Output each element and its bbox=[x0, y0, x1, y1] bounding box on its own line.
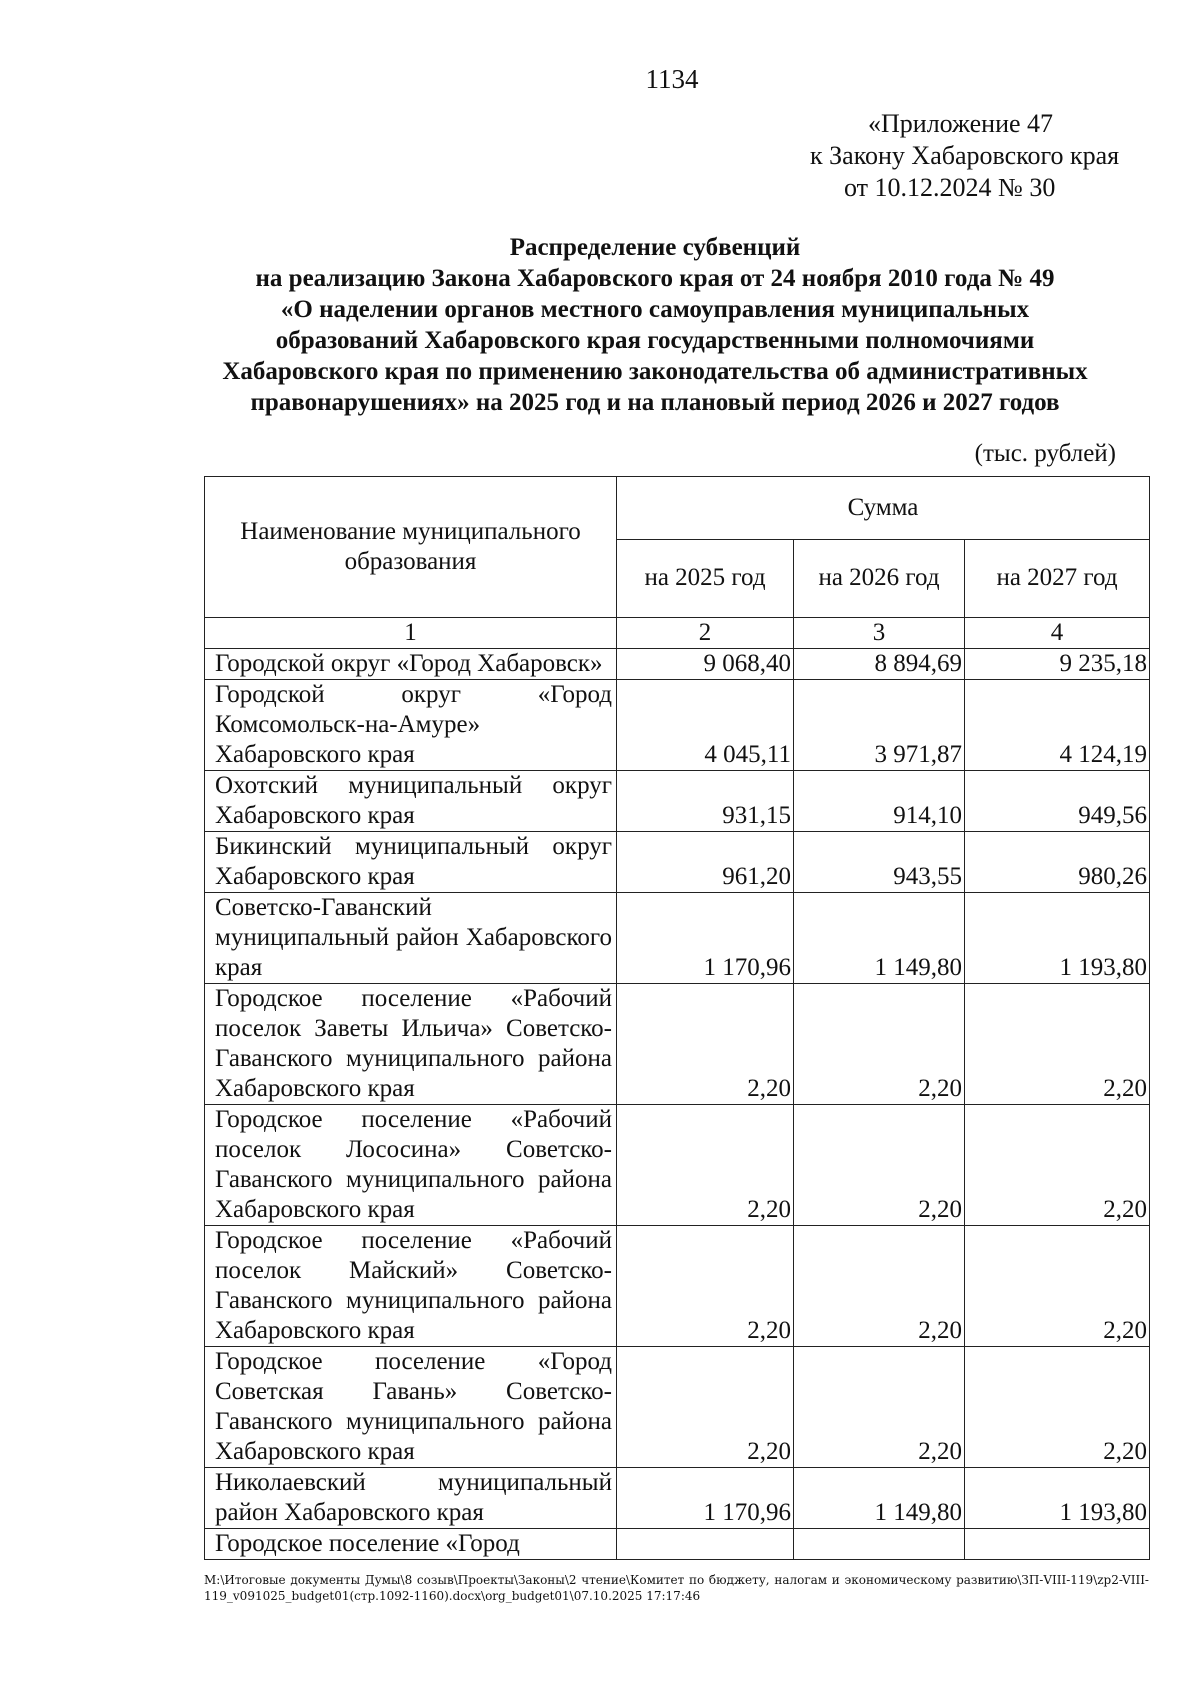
amount-2025: 931,15 bbox=[617, 771, 794, 832]
table-row bbox=[205, 1347, 1150, 1468]
municipality-name: Охотский муниципальный округ Хабаровского края bbox=[205, 771, 617, 832]
amount-2026: 1 149,80 bbox=[794, 1468, 965, 1529]
title-line: на реализацию Закона Хабаровского края от 24 ноября 2010 года № 49 bbox=[255, 265, 1055, 292]
municipality-name: Городское поселение «Рабочий поселок Лососина» Советско-Гаванского муниципального района Хабаровского края bbox=[205, 1105, 617, 1226]
document-title bbox=[180, 232, 1130, 418]
amount-2026 bbox=[794, 1529, 965, 1560]
amount-2025: 9 068,40 bbox=[617, 649, 794, 680]
table-row bbox=[205, 832, 1150, 893]
amount-2027: 2,20 bbox=[965, 1226, 1150, 1347]
amount-2027: 2,20 bbox=[965, 984, 1150, 1105]
amount-2026: 2,20 bbox=[794, 1105, 965, 1226]
title-line: «О наделении органов местного самоуправления муниципальных bbox=[280, 296, 1030, 323]
table-row bbox=[205, 649, 1150, 680]
amount-2025: 961,20 bbox=[617, 832, 794, 893]
appendix-header bbox=[780, 108, 1119, 204]
column-number: 1 bbox=[205, 618, 617, 649]
municipality-name: Городское поселение «Рабочий поселок Заветы Ильича» Советско-Гаванского муниципального района Хабаровского края bbox=[205, 984, 617, 1105]
amount-2026: 2,20 bbox=[794, 1226, 965, 1347]
units-label: (тыс. рублей) bbox=[974, 440, 1116, 467]
municipality-name: Бикинский муниципальный округ Хабаровского края bbox=[205, 832, 617, 893]
amount-2026: 8 894,69 bbox=[794, 649, 965, 680]
amount-2025: 4 045,11 bbox=[617, 680, 794, 771]
table-row bbox=[205, 893, 1150, 984]
amount-2026: 943,55 bbox=[794, 832, 965, 893]
amount-2025: 2,20 bbox=[617, 1347, 794, 1468]
municipality-name: Городское поселение «Город Советская Гавань» Советско-Гаванского муниципального района Хабаровского края bbox=[205, 1347, 617, 1468]
amount-2025: 1 170,96 bbox=[617, 1468, 794, 1529]
page-number: 1134 bbox=[645, 64, 699, 94]
amount-2026: 2,20 bbox=[794, 984, 965, 1105]
table-row bbox=[205, 1105, 1150, 1226]
municipality-name: Советско-Гаванский муниципальный район Хабаровского края bbox=[205, 893, 617, 984]
amount-2027 bbox=[965, 1529, 1150, 1560]
table-row bbox=[205, 984, 1150, 1105]
appendix-line-2: к Закону Хабаровского края bbox=[810, 141, 1120, 170]
amount-2026: 3 971,87 bbox=[794, 680, 965, 771]
municipality-name: Городской округ «Город Комсомольск-на-Амуре» Хабаровского края bbox=[205, 680, 617, 771]
header-year-2027: на 2027 год bbox=[965, 539, 1150, 617]
header-sum: Сумма bbox=[617, 477, 1150, 540]
appendix-line-1: «Приложение 47 bbox=[868, 109, 1054, 138]
appendix-line-3: от 10.12.2024 № 30 bbox=[844, 173, 1056, 202]
subsidy-table bbox=[204, 476, 1150, 1560]
header-year-2026: на 2026 год bbox=[794, 539, 965, 617]
amount-2026: 2,20 bbox=[794, 1347, 965, 1468]
amount-2027: 980,26 bbox=[965, 832, 1150, 893]
title-line: Хабаровского края по применению законодательства об административных bbox=[222, 358, 1088, 385]
column-number: 3 bbox=[794, 618, 965, 649]
amount-2027: 1 193,80 bbox=[965, 1468, 1150, 1529]
title-line: образований Хабаровского края государственными полномочиями bbox=[275, 327, 1035, 354]
amount-2027: 4 124,19 bbox=[965, 680, 1150, 771]
column-number: 2 bbox=[617, 618, 794, 649]
amount-2025 bbox=[617, 1529, 794, 1560]
municipality-name: Городской округ «Город Хабаровск» bbox=[205, 649, 617, 680]
title-line: правонарушениях» на 2025 год и на плановый период 2026 и 2027 годов bbox=[250, 389, 1060, 416]
amount-2027: 9 235,18 bbox=[965, 649, 1150, 680]
municipality-name: Николаевский муниципальный район Хабаровского края bbox=[205, 1468, 617, 1529]
header-year-2025: на 2025 год bbox=[617, 539, 794, 617]
amount-2025: 2,20 bbox=[617, 984, 794, 1105]
amount-2025: 1 170,96 bbox=[617, 893, 794, 984]
municipality-name: Городское поселение «Город bbox=[205, 1529, 617, 1560]
table-row bbox=[205, 771, 1150, 832]
table-row bbox=[205, 680, 1150, 771]
header-municipality: Наименование муниципального образования bbox=[205, 477, 617, 618]
amount-2025: 2,20 bbox=[617, 1105, 794, 1226]
amount-2025: 2,20 bbox=[617, 1226, 794, 1347]
amount-2026: 1 149,80 bbox=[794, 893, 965, 984]
title-line: Распределение субвенций bbox=[509, 234, 801, 261]
amount-2026: 914,10 bbox=[794, 771, 965, 832]
table-row bbox=[205, 1226, 1150, 1347]
column-number: 4 bbox=[965, 618, 1150, 649]
table-row bbox=[205, 1468, 1150, 1529]
amount-2027: 2,20 bbox=[965, 1347, 1150, 1468]
amount-2027: 949,56 bbox=[965, 771, 1150, 832]
amount-2027: 1 193,80 bbox=[965, 893, 1150, 984]
municipality-name: Городское поселение «Рабочий поселок Майский» Советско-Гаванского муниципального района Хабаровского края bbox=[205, 1226, 617, 1347]
table-row bbox=[205, 1529, 1150, 1560]
amount-2027: 2,20 bbox=[965, 1105, 1150, 1226]
file-path-footer: M:\Итоговые документы Думы\8 созыв\Проекты\Законы\2 чтение\Комитет по бюджету, налогам и экономическому развитию\ЗП-VIII-119\zp2-VIII-119_v091025_budget01(стр.1092-1160).docx\org_budget01\07.10.2025 17:17:46 bbox=[204, 1573, 1149, 1603]
